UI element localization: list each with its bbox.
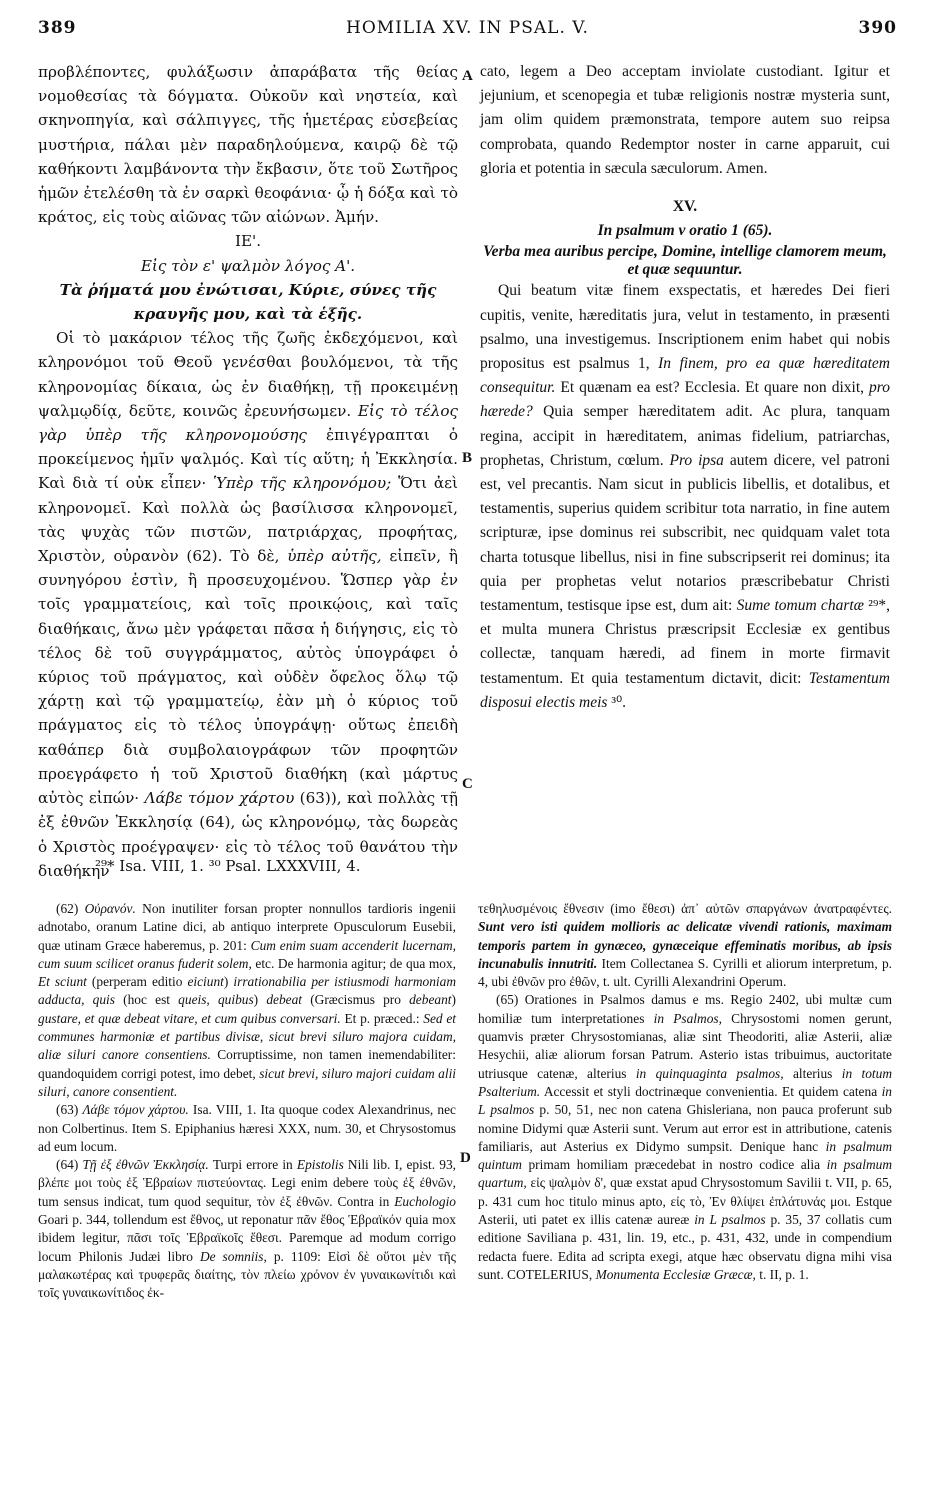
text-run: p. 35, 37 collatis cum editione Saviliana p. 431, lin. 19, etc., p. 431, 432, unde in compendium redacta fuere. Edita ad scripta exegi, atque hæc observatu digna mihi visa sunt. — [478, 1212, 892, 1282]
latin-homily-number: XV. — [672, 198, 698, 216]
note-65 — [478, 991, 892, 1284]
running-title: HOMILIA XV. IN PSAL. V. — [346, 18, 589, 38]
margin-marker-b: B — [462, 450, 473, 466]
text-run: gustare, et quæ debeat vitare, et cum quibus conversari. — [38, 1010, 341, 1026]
text-run: Τῇ ἐξ ἐθνῶν Ἐκκλησίᾳ. — [82, 1157, 209, 1173]
text-run: (hoc est — [114, 992, 179, 1008]
latin-homily-title: In psalmum v oratio 1 (65). — [597, 222, 773, 240]
margin-marker-c: C — [462, 776, 473, 792]
note-63 — [38, 1101, 456, 1156]
scripture-references: ²⁹* Isa. VIII, 1. ³⁰ Psal. LXXXVIII, 4. — [95, 857, 361, 875]
text-run: primam homiliam præcedebat in nostro codice alia — [521, 1157, 827, 1173]
latin-column — [480, 60, 890, 715]
note-62 — [38, 900, 456, 1101]
text-run: Epistolis — [296, 1157, 344, 1173]
text-run: in Psalmos, — [653, 1010, 722, 1026]
latin-paragraph-2 — [480, 279, 890, 715]
notes-left-column — [38, 900, 456, 1303]
text-run: debeat — [266, 992, 303, 1008]
text-run: Λάβε τόμον χάρτου — [144, 789, 295, 808]
greek-paragraph-2 — [38, 326, 458, 883]
margin-marker-d: D — [460, 1150, 471, 1166]
text-run: Οὐρανόν. — [84, 901, 136, 916]
text-run: in psalmum quartum, — [478, 1157, 893, 1191]
text-run: p. 50, 51, nec non catena Ghisleriana, non pauca proferunt sub nomine Didymi quæ Asterii sunt. Verum aut error est in attributione, catenis familiaris, aut Asterius ex Didymo sumpsit. Denique hanc — [478, 1102, 892, 1154]
text-run: (63) — [56, 1102, 83, 1118]
latin-verse: Verba mea auribus percipe, Domine, intellige clamorem meum, et quæ sequuntur. — [483, 243, 887, 279]
text-run: alterius — [783, 1065, 842, 1081]
text-run: t. II, p. 1. — [755, 1266, 809, 1282]
text-run: Οἱ τὸ μακάριον τέλος τῆς ζωῆς ἐκδεχόμενοι, καὶ κληρονόμοι τοῦ Θεοῦ γενέσθαι βουλόμενοι, τὰ τῆς κληρονομίας δίκαια, ὡς ἐν διαθήκῃ, τῇ προκειμένῃ ψαλμῳδίᾳ, δεῦτε, κοινῶς ἐρευνήσωμεν. — [38, 329, 458, 420]
latin-paragraph-1: cato, legem a Deo acceptam inviolate custodiant. Igitur et jejunium, et scenopegia et tubæ religionis nostræ mysteria sunt, jam olim quidem præmonstrata, tempore autem suo reipsa comprobata, quando Redemptor noster in carne apparuit, cui gloria et potentia in sæcula sæculorum. Amen. — [480, 63, 890, 177]
text-run: De somniis, — [199, 1248, 267, 1264]
note-64 — [38, 1156, 456, 1302]
greek-verse: Τὰ ῥήματά μου ἐνώτισαι, Κύριε, σύνες τῆς κραυγῆς μου, καὶ τὰ ἑξῆς. — [59, 280, 437, 324]
text-run: Sed et communes harmoniæ et partibus divisæ, sicut brevi siluro majora cuidam, aliæ siluri canore consentiens. — [38, 1010, 456, 1063]
text-run: eiciunt — [187, 974, 224, 990]
text-run: Sume tomum chartæ — [736, 597, 864, 615]
text-run: τεθηλυσμένοις ἔθνεσιν (imo ἔθεσι) ἀπ᾽ αὐτῶν σπαργάνων ἀνατραφέντες. — [478, 901, 892, 916]
text-run: (65) Orationes in Psalmos damus e ms. Regio 2402, ubi multæ cum homiliæ tum interpretationes — [478, 992, 892, 1026]
text-run: ) — [223, 974, 234, 990]
text-run: debeant — [409, 992, 452, 1008]
text-run: εἰς ψαλμὸν δ', quæ exstat apud Chrysostomum Savilii t. VII, p. 65, p. 431 cum hoc titulo minus apto, εἰς τὸ, Ἐν θλίψει ἐπλάτυνάς μοι. Estque Asterii, uti patet ex illis catenæ aureæ — [478, 1175, 892, 1228]
text-run: (63)), καὶ πολλὰς τῇ ἐξ ἐθνῶν Ἐκκλησίᾳ (64), ὡς κληρονόμῳ, τὰς δωρεὰς ὁ Χριστὸς προέγραψεν· εἰς τὸ τέλος τοῦ θανάτου τὴν διαθήκην — [38, 789, 458, 880]
text-run: Ὅτι ἀεὶ κληρονομεῖ. Καὶ πολλὰ ὡς βασίλισσα κληρονομεῖ, τὰς ψυχὰς τῶν πιστῶν, πατριάρχας, προφήτας, Χριστὸν, οὐρανὸν (62). Τὸ δὲ, — [38, 474, 459, 566]
text-run: Turpi errore in — [208, 1157, 297, 1173]
text-run: Testamentum disposui electis meis — [480, 669, 890, 711]
text-run: in L psalmos — [694, 1212, 766, 1228]
text-run: p. 1109: Εἰσὶ δὲ οὕτοι μὲν τῆς μαλακωτέρας καὶ τρυφερᾶς διαίτης, τὸν πλείω χρόνον ἐν γυναικωνίτιδι καὶ τοῖς γυναικωνίτιδος ἐκ- — [38, 1248, 456, 1301]
text-run: Ὑπὲρ τῆς κληρονόμου; — [213, 474, 392, 493]
text-run: (perperam editio — [86, 974, 188, 990]
margin-marker-a: A — [462, 68, 473, 84]
greek-homily-number: ΙΕ'. — [234, 232, 262, 251]
note-64-continued — [478, 900, 892, 991]
text-run: ³⁰. — [607, 693, 627, 711]
running-header — [38, 18, 897, 46]
notes-right-column — [478, 900, 892, 1284]
text-run: (Græcismus pro — [302, 992, 410, 1008]
text-run: Λάβε τόμον χάρτου. — [82, 1102, 189, 1118]
greek-homily-title: Εἰς τὸν ε' ψαλμὸν λόγος Α'. — [140, 256, 356, 275]
text-run: Εἰς τὸ τέλος γὰρ ὑπὲρ τῆς κληρονομούσης — [38, 401, 458, 445]
text-run: in psalmum quintum — [478, 1138, 892, 1173]
greek-column — [38, 60, 458, 883]
text-run: Cum enim suam accenderit lucernam, cum suum scilicet oranus fuderit solem, — [38, 937, 456, 971]
text-run: Goari p. 344, tollendum est ἔθνος, ut reponatur πᾶν ἔθος Ἑβραϊκόν quia mox ibidem legitur, πᾶσι τοῖς Ἑβραϊκοῖς ἔθεσι. Paremque ad modum corrigo locum Philonis Judæi libro — [38, 1212, 456, 1264]
text-run: Non inutiliter forsan propter nonnullos tardioris ingenii adnotabo, oranum Latine dici, ab antiquo interprete Opusculorum Eusebii, quæ utinam Græce haberemus, p. 201: — [38, 901, 456, 953]
text-run: queis, quibus — [178, 992, 254, 1008]
text-run: ὑπὲρ αὐτῆς, — [287, 547, 382, 566]
left-page-number: 389 — [38, 18, 77, 38]
text-run: COTELERIUS, — [507, 1266, 593, 1282]
text-run: Corruptissime, non tamen inemendabiliter: quandoquidem corrigi potest, imo debet, — [38, 1047, 456, 1081]
text-run: Item Collectanea S. Cyrilli et aliorum interpretum, p. 4, ubi ἐθνῶν pro ἐθῶν, t. ult. Cyrilli Alexandrini Operum. — [478, 955, 892, 990]
text-run: sicut brevi, siluro majori cuidam alii siluri, canore consentient. — [38, 1065, 457, 1099]
text-run: Isa. VIII, 1. Ita quoque codex Alexandrinus, nec non Colbertinus. Item S. Epiphanius hæresi XXX, num. 30, et Chrysostomus ad eum locum. — [38, 1102, 456, 1154]
text-run: pro hærede? — [480, 379, 890, 421]
text-run: Accessit et styli doctrinæque convenientia. Et quidem catena — [540, 1083, 882, 1099]
text-run: ἐπιγέγραπται ὁ προκείμενος ἡμῖν ψαλμός. Καὶ τίς αὕτη; ἡ Ἐκκλησία. Καὶ διὰ τί οὐκ εἶπεν· — [38, 426, 459, 493]
text-run: (62) — [56, 901, 85, 916]
text-run: εἰπεῖν, ἢ συνηγόρου ἐστὶν, ἢ προσευχομένου. Ὥσπερ γὰρ ἐν τοῖς γραμματείοις, καὶ τοῖς προικῴοις, καὶ ταῖς διαθήκαις, ἄνω μὲν γράφεται πᾶσα ἡ διήγησις, εἰς τὸ τέλος δὲ τοῦ συγγράμματος, αὐτὸς ὑπογράφει ὁ κύριος τοῦ πράγματος, καὶ οὐδὲν ὄφελος ὅλῳ τῷ χάρτῃ καὶ τῷ γραμματείῳ, ἐὰν μὴ ὁ κύριος τοῦ πράγματος εἰς τὸ τέλος ὑπογράψῃ· οὕτως ἐπειδὴ καθάπερ διὰ συμβολαιογράφων τῶν προφητῶν προεγράφετο ἡ τοῦ Χριστοῦ διαθήκη (καὶ μάρτυς αὐτὸς εἰπών· — [38, 547, 458, 808]
text-run: irrationabilia per istiusmodi harmoniam adducta, quis — [38, 974, 457, 1008]
text-run: Quia semper hæreditatem adit. Ac plura, tanquam regina, accipit in hæreditatem, animas fidelium, patriarchas, prophetas, Christum, cœlum. — [480, 403, 890, 469]
text-run: Chrysostomi nomen gerunt, quamvis præter Chrysostomianas, aliæ sint Theodoriti, aliæ Asterii, aliæ Hesychii, aliæ aliorum forsan Patrum. Asterio istas tribuimus, auctoritate utriusque catenæ, alterius — [478, 1010, 892, 1081]
text-run: in L psalmos — [478, 1083, 892, 1118]
text-run: etc. De harmonia agitur; de qua mox, — [251, 955, 456, 971]
text-run: (64) — [56, 1157, 83, 1173]
text-run: Nili lib. I, epist. 93, βλέπε μοι τοὺς ἐξ Ἑβραίων πιστεύοντας. Legi enim debere τοὺς ἐξ ἐθνῶν, tum sensus indicat, tum quod sequitur, τὸν ἐξ ἐθνῶν. Contra in — [38, 1157, 456, 1209]
text-run: Pro ipsa — [669, 451, 724, 469]
text-run: Et p. præced.: — [340, 1010, 424, 1026]
text-run: Euchologio — [394, 1193, 456, 1209]
text-run: Et quænam ea est? Ecclesia. Et quare non dixit, — [555, 379, 870, 397]
text-run: autem dicere, vel patroni est, vel precantis. Nam sicut in publicis libellis, et dotalibus, et testamentis, superius quidem scribitur tota narratio, in fine autem scripturæ, ipse dominus rei subscribit, nec quidquam valet tota charta totusque libellus, nisi in fine subscripserit rei dominus; ita quia per prophetas velut notarios præscribebatur Christi testamentum, testisque ipse est, dum ait: — [480, 451, 890, 615]
text-run: In finem, pro ea quæ hæreditatem consequitur. — [480, 355, 890, 397]
text-run: ²⁹*, et multa munera Christus præscripsit Ecclesiæ ex gentibus collectæ, tanquam hæredi, ad finem in morte firmavit testamentum. Et quia testamentum dictavit, dicit: — [480, 597, 890, 687]
text-run: in totum Psalterium. — [478, 1065, 893, 1099]
greek-paragraph-1: προβλέποντες, φυλάξωσιν ἀπαράβατα τῆς θείας νομοθεσίας τὰ δόγματα. Οὐκοῦν καὶ νηστεία, καὶ σκηνοπηγία, καὶ σάλπιγγες, τῆς ἡμετέρας εὐσεβείας μυστήρια, πάλαι μὲν παραδηλούμενα, καιρῷ δὲ τῷ καθήκοντι λαμβάνοντα τὴν ἔκβασιν, ὅτε τοῦ Σωτῆρος ἡμῶν ἐτελέσθη τὰ ἐν σαρκὶ θεοφάνια· ᾧ ἡ δόξα καὶ τὸ κράτος, εἰς τοὺς αἰῶνας τῶν αἰώνων. Ἀμήν. — [38, 63, 458, 227]
text-run: Et sciunt — [38, 974, 87, 990]
text-run: Qui beatum vitæ finem exspectatis, et hæredes Dei fieri cupitis, venite, hæreditatis jura, velut in testamento, in præsenti psalmo, una investigemus. Inscriptionem enim habet qui nobis propositus est psalmus 1, — [480, 282, 890, 373]
text-run: ) — [253, 992, 267, 1008]
text-run: Sunt vero isti quidem mollioris ac delicatæ vivendi rationis, maximam temporis partem in gynæceo, gynæceique effeminatis moribus, ab ipsis incunabulis innutriti. — [478, 919, 892, 971]
text-run: in quinquaginta psalmos, — [635, 1065, 784, 1081]
text-run: ) — [451, 992, 456, 1008]
text-run: Monumenta Ecclesiæ Græcæ, — [595, 1266, 756, 1282]
right-page-number: 390 — [858, 18, 897, 38]
